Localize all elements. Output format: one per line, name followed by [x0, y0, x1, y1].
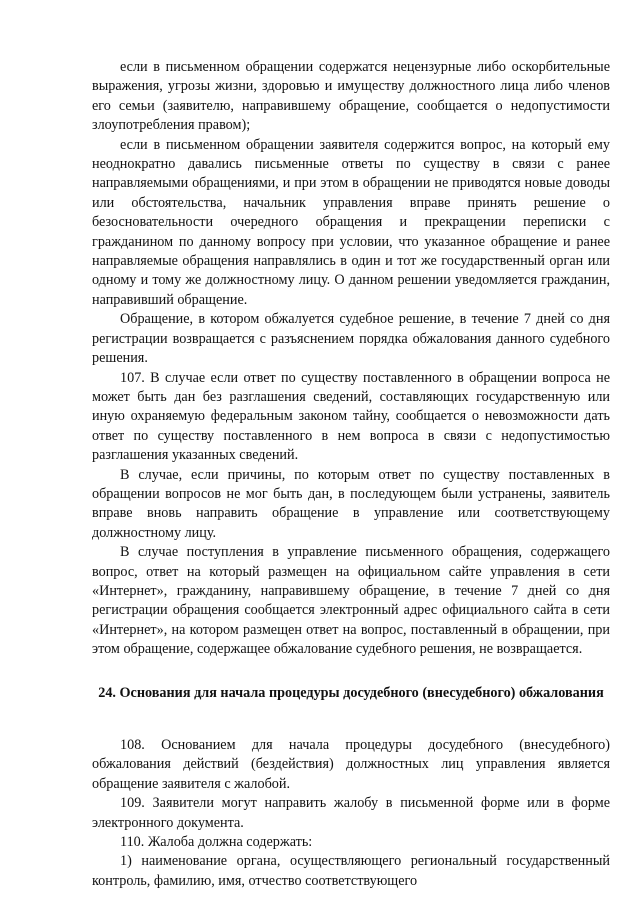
paragraph: если в письменном обращении заявителя содержится вопрос, на который ему неоднократно давались письменные ответы по существу в связи с ранее направляемыми обращениями, и при этом в обращении не приводятся новые доводы или обстоятельства, начальник управления вправе принять решение о безосновательности очередного обращения и прекращении переписки с гражданином по данному вопросу при условии, что указанное обращение и ранее направляемые обращения направлялись в один и тот же государственный орган или одному и тому же должностному лицу. О данном решении уведомляется гражданин, направивший обращение. [92, 136, 610, 308]
paragraph: Обращение, в котором обжалуется судебное решение, в течение 7 дней со дня регистрации возвращается с разъяснением порядка обжалования данного судебного решения. [92, 311, 610, 367]
paragraph: 109. Заявители могут направить жалобу в письменной форме или в форме электронного документа. [92, 795, 610, 831]
paragraph: если в письменном обращении содержатся нецензурные либо оскорбительные выражения, угрозы жизни, здоровью и имуществу должностного лица либо членов его семьи (заявителю, направившему обращение, сообщается о недопустимости злоупотребления правом); [92, 59, 610, 134]
paragraph: 108. Основанием для начала процедуры досудебного (внесудебного) обжалования действий (бездействия) должностных лиц управления является обращение заявителя с жалобой. [92, 737, 610, 792]
paragraph: В случае поступления в управление письменного обращения, содержащего вопрос, ответ на который размещен на официальном сайте управления в сети «Интернет», гражданину, направившему обращение, в течение 7 дней со дня регистрации обращения сообщается электронный адрес официального сайта в сети «Интернет», на котором размещен ответ на вопрос, поставленный в обращении, при этом обращение, содержащее обжалование судебного решения, не возвращается. [92, 544, 610, 658]
section-heading: 24. Основания для начала процедуры досудебного (внесудебного) обжалования [98, 684, 604, 701]
paragraph: 110. Жалоба должна содержать: [120, 834, 313, 851]
paragraph: 107. В случае если ответ по существу поставленного в обращении вопроса не может быть дан без разглашения сведений, составляющих государственную или иную охраняемую федеральным законом тайну, сообщается о невозможности дать ответ по существу поставленного в нем вопроса в связи с недопустимостью разглашения указанных сведений. [92, 369, 610, 464]
paragraph: В случае, если причины, по которым ответ по существу поставленных в обращении вопросов не мог быть дан, в последующем были устранены, заявитель вправе вновь направить обращение в управление или соответствующему должностному лицу. [92, 466, 610, 541]
document-page [92, 58, 610, 891]
paragraph: 1) наименование органа, осуществляющего региональный государственный контроль, фамилию, имя, отчество соответствующего [92, 853, 610, 889]
